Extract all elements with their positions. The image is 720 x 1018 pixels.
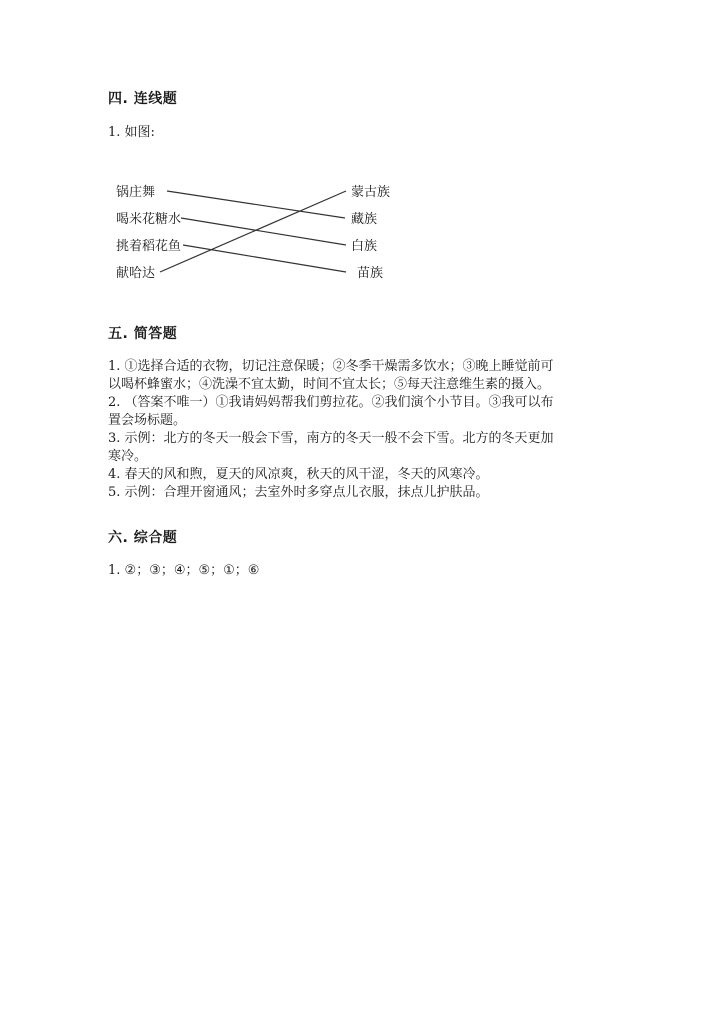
match-line-3 xyxy=(183,245,346,272)
match-line-4 xyxy=(160,191,346,272)
left-item-2: 喝米花糖水 xyxy=(116,212,182,227)
section4-title: 四. 连线题 xyxy=(108,91,178,107)
right-item-4: 苗族 xyxy=(357,266,384,281)
answer-3-line-2: 寒冷。 xyxy=(108,449,148,464)
section6-q1-answer: 1. ②；③；④；⑤；①；⑥ xyxy=(108,563,260,578)
answer-2-line-2: 置会场标题。 xyxy=(108,413,187,428)
answer-3-line-1: 3. 示例：北方的冬天一般会下雪，南方的冬天一般不会下雪。北方的冬天更加 xyxy=(108,431,554,446)
right-item-2: 藏族 xyxy=(351,212,378,227)
answer-1-line-1: 1. ①选择合适的衣物，切记注意保暖；②冬季干燥需多饮水；③晚上睡觉前可 xyxy=(108,359,554,374)
answer-2-line-1: 2. （答案不唯一）①我请妈妈帮我们剪拉花。②我们演个小节目。③我可以布 xyxy=(108,395,554,410)
section5-answers xyxy=(108,358,608,502)
left-item-4: 献哈达 xyxy=(116,266,156,281)
section5-title: 五. 简答题 xyxy=(108,326,178,342)
left-item-1: 锅庄舞 xyxy=(116,185,156,200)
right-item-1: 蒙古族 xyxy=(351,185,391,200)
right-column xyxy=(351,184,390,281)
section6-title: 六. 综合题 xyxy=(108,530,178,546)
section4-q1-label: 1. 如图: xyxy=(108,125,155,140)
match-line-1 xyxy=(167,191,345,218)
match-lines xyxy=(160,191,346,272)
answer-5-line-1: 5. 示例：合理开窗通风；去室外时多穿点儿衣服，抹点儿护肤品。 xyxy=(108,485,489,500)
left-item-3: 挑着稻花鱼 xyxy=(116,239,182,254)
right-item-3: 白族 xyxy=(351,239,378,254)
matching-diagram xyxy=(0,0,720,300)
match-line-2 xyxy=(181,218,346,245)
answer-4-line-1: 4. 春天的风和煦，夏天的风凉爽，秋天的风干涩，冬天的风寒冷。 xyxy=(108,467,489,482)
answer-1-line-2: 以喝杯蜂蜜水；④洗澡不宜太勤，时间不宜太长；⑤每天注意维生素的摄入。 xyxy=(108,377,551,392)
